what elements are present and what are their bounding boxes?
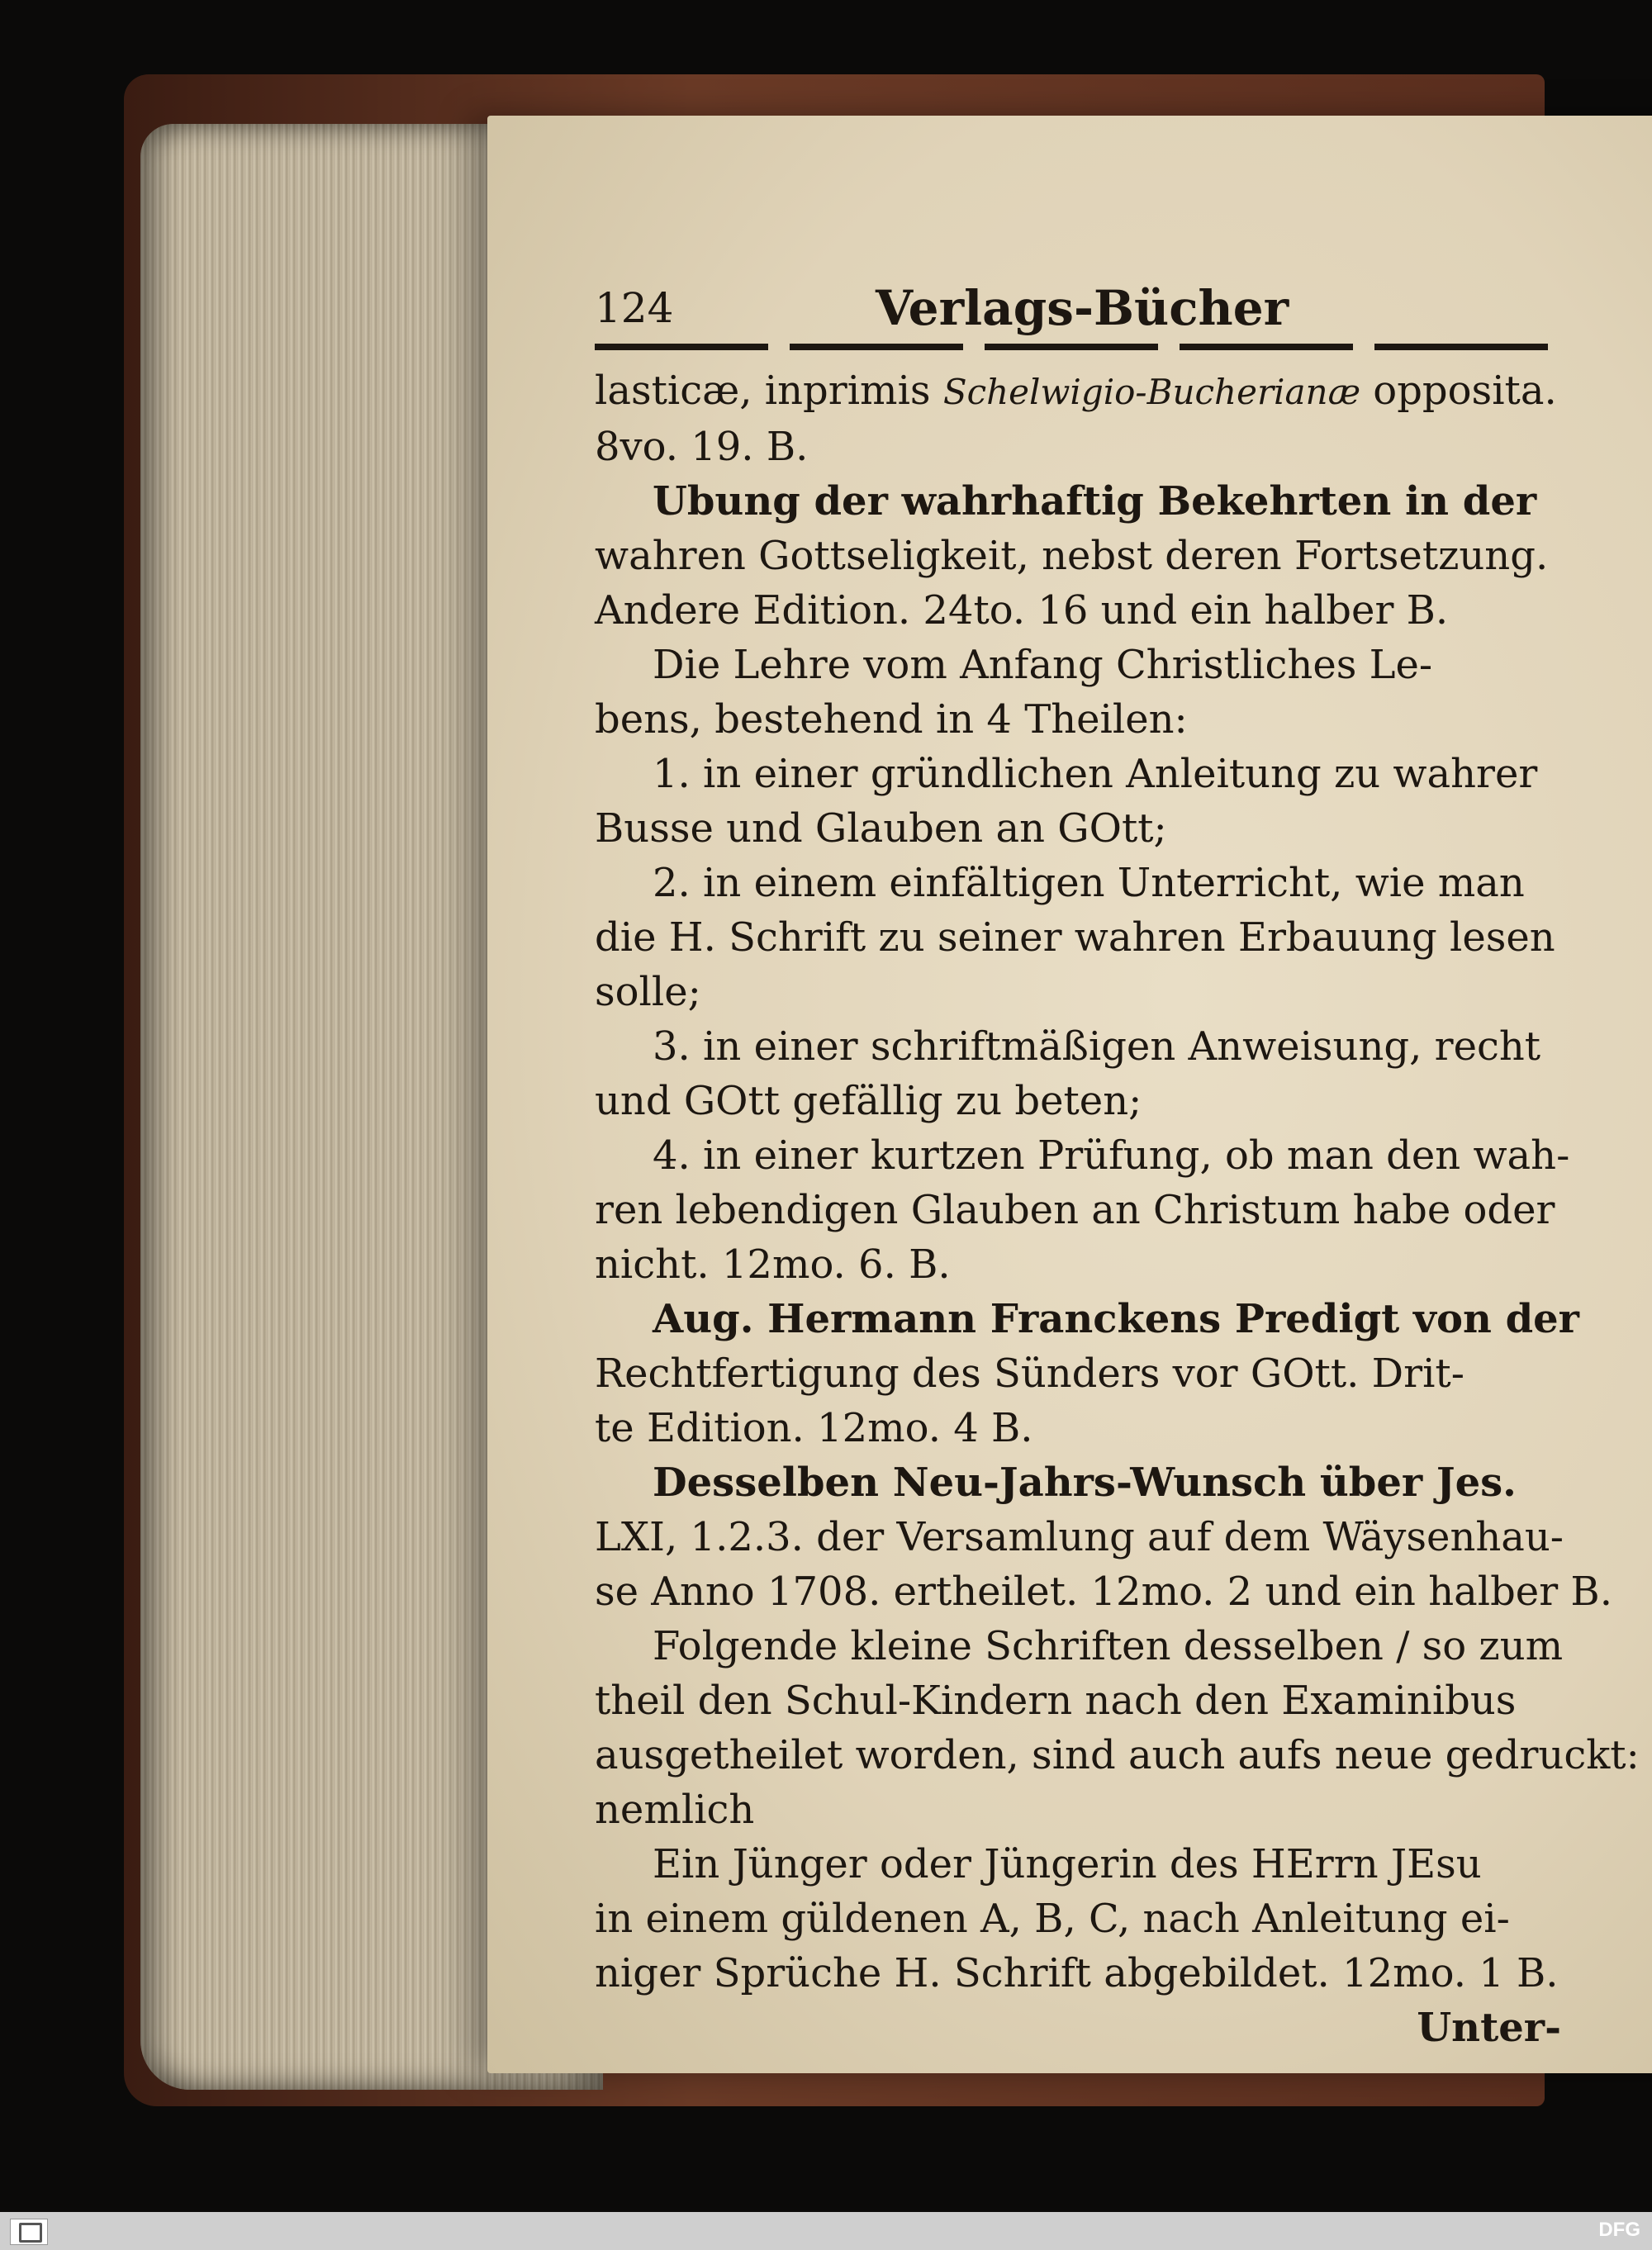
entry-heading: Folgende kleine Schriften desselben / so zum	[653, 1623, 1564, 1669]
text-line: ren lebendigen Glauben an Christum habe oder	[595, 1187, 1555, 1233]
text-line: Andere Edition. 24to. 16 und ein halber B.	[595, 587, 1449, 634]
text-line: nemlich	[595, 1787, 755, 1833]
book	[124, 74, 1652, 2115]
running-title: Verlags-Bücher	[876, 280, 1289, 336]
library-logo-icon	[10, 2219, 48, 2245]
viewer-footer-bar	[0, 2212, 1652, 2250]
head-rule	[595, 344, 1561, 350]
list-item: 3. in einer schriftmäßigen Anweisung, recht	[653, 1023, 1541, 1070]
text-line: LXI, 1.2.3. der Versamlung auf dem Wäysenhau-	[595, 1514, 1564, 1560]
entry-heading: Aug. Hermann Franckens Predigt von der	[653, 1296, 1579, 1342]
entry-heading: Ubung der wahrhaftig Bekehrten in der	[653, 478, 1537, 525]
text-line: Rechtfertigung des Sünders vor GOtt. Drit-	[595, 1350, 1464, 1397]
text-line: 8vo. 19. B.	[595, 424, 809, 470]
text-line: lasticæ, inprimis Schelwigio-Bucherianæ opposita.	[595, 368, 1557, 414]
list-item: 1. in einer gründlichen Anleitung zu wahrer	[653, 751, 1538, 797]
book-page	[487, 116, 1652, 2073]
entry-heading: Desselben Neu-Jahrs-Wunsch über Jes.	[653, 1460, 1517, 1506]
entry-heading: Ein Jünger oder Jüngerin des HErrn JEsu	[653, 1841, 1482, 1887]
text-line: in einem güldenen A, B, C, nach Anleitung ei-	[595, 1896, 1510, 1942]
text-line: Busse und Glauben an GOtt;	[595, 805, 1167, 852]
text-line: te Edition. 12mo. 4 B.	[595, 1405, 1033, 1451]
catchword: Unter-	[1417, 2005, 1561, 2051]
running-head	[595, 281, 1561, 339]
text-line: theil den Schul-Kindern nach den Examinibus	[595, 1678, 1517, 1724]
text-line: niger Sprüche H. Schrift abgebildet. 12mo. 1 B.	[595, 1950, 1559, 1996]
entry-heading: Die Lehre vom Anfang Christliches Le-	[653, 642, 1433, 688]
text-line: wahren Gottseligkeit, nebst deren Fortsetzung.	[595, 533, 1549, 579]
page-text	[595, 280, 1640, 2055]
list-item: 4. in einer kurtzen Prüfung, ob man den wah-	[653, 1132, 1570, 1179]
text-line: se Anno 1708. ertheilet. 12mo. 2 und ein halber B.	[595, 1569, 1612, 1615]
text-line: ausgetheilet worden, sind auch aufs neue gedruckt:	[595, 1732, 1640, 1778]
text-line: die H. Schrift zu seiner wahren Erbauung lesen	[595, 914, 1555, 961]
dfg-logo: DFG	[1598, 2219, 1640, 2241]
text-line: nicht. 12mo. 6. B.	[595, 1241, 951, 1288]
text-line: solle;	[595, 969, 701, 1015]
page-number: 124	[595, 284, 674, 332]
text-line: bens, bestehend in 4 Theilen:	[595, 696, 1188, 743]
list-item: 2. in einem einfältigen Unterricht, wie man	[653, 860, 1525, 906]
text-line: und GOtt gefällig zu beten;	[595, 1078, 1142, 1124]
